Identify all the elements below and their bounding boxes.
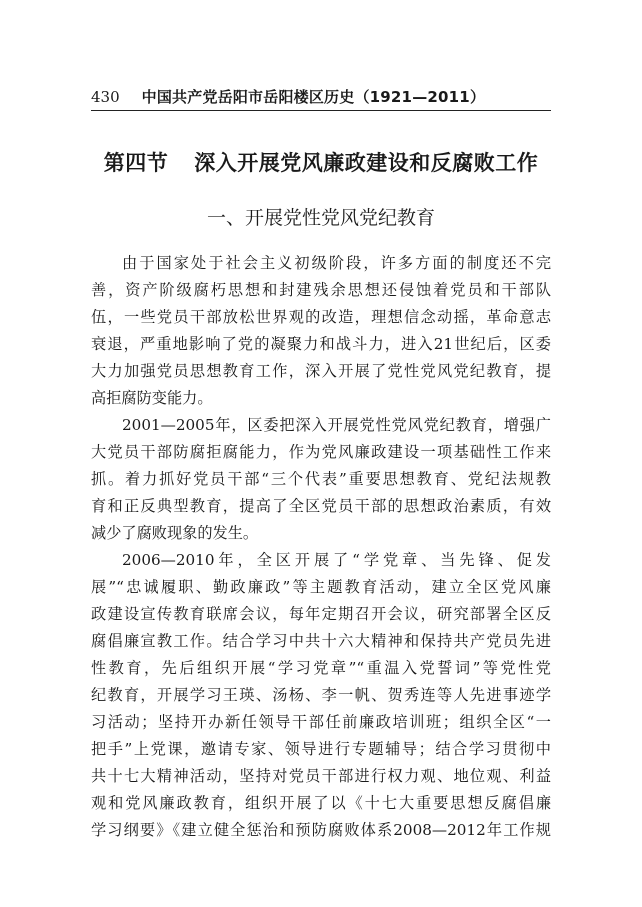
text-line: 腐倡廉宣教工作。结合学习中共十六大精神和保持共产党员先进 — [91, 632, 551, 650]
text-line: 育和正反典型教育，提高了全区党员干部的思想政治素质，有效 — [91, 497, 551, 515]
text-line: 伍，一些党员干部放松世界观的改造，理想信念动摇，革命意志 — [91, 308, 551, 326]
text-line: 共十七大精神活动，坚持对党员干部进行权力观、地位观、利益 — [91, 767, 551, 785]
text-line: 展”“忠诚履职、勤政廉政”等主题教育活动，建立全区党风廉 — [91, 578, 551, 596]
text-line: 性教育，先后组织开展“学习党章”“重温入党誓词”等党性党 — [91, 659, 551, 677]
running-header — [91, 86, 551, 108]
text-line: 习活动；坚持开办新任领导干部任前廉政培训班；组织全区“一 — [91, 713, 551, 731]
text-line: 抓。着力抓好党员干部“三个代表”重要思想教育、党纪法规教 — [91, 470, 551, 488]
text-line: 政建设宣传教育联席会议，每年定期召开会议，研究部署全区反 — [91, 605, 551, 623]
paragraph — [91, 250, 551, 412]
paragraph — [91, 547, 551, 844]
text-line: 由于国家处于社会主义初级阶段，许多方面的制度还不完 — [122, 254, 551, 272]
body-text — [91, 250, 551, 844]
book-title: 中国共产党岳阳市岳阳楼区历史（1921—2011） — [141, 88, 486, 106]
section-heading — [91, 147, 551, 177]
text-line: 衰退，严重地影响了党的凝聚力和战斗力，进入21世纪后，区委 — [91, 335, 551, 353]
text-line: 把手”上党课，邀请专家、领导进行专题辅导；结合学习贯彻中 — [91, 740, 551, 758]
subsection-heading: 一、开展党性党风党纪教育 — [206, 207, 435, 229]
section-title: 深入开展党风廉政建设和反腐败工作 — [194, 151, 539, 175]
paragraph — [91, 412, 551, 547]
text-line: 善，资产阶级腐朽思想和封建残余思想还侵蚀着党员和干部队 — [91, 281, 551, 299]
text-line: 2006—2010年，全区开展了“学党章、当先锋、促发 — [122, 551, 551, 569]
text-line: 学习纲要》《建立健全惩治和预防腐败体系2008—2012年工作规 — [91, 821, 551, 839]
page-number: 430 — [91, 88, 120, 106]
text-line: 减少了腐败现象的发生。 — [91, 524, 259, 542]
text-line: 大力加强党员思想教育工作，深入开展了党性党风党纪教育，提 — [91, 362, 551, 380]
text-line: 观和党风廉政教育，组织开展了以《十七大重要思想反腐倡廉 — [91, 794, 551, 812]
text-line: 高拒腐防变能力。 — [91, 389, 213, 407]
text-line: 纪教育，开展学习王瑛、汤杨、李一帆、贺秀连等人先进事迹学 — [91, 686, 551, 704]
header-rule — [91, 110, 551, 111]
text-line: 2001—2005年，区委把深入开展党性党风党纪教育，增强广 — [122, 416, 551, 434]
section-number: 第四节 — [103, 151, 169, 175]
text-line: 大党员干部防腐拒腐能力，作为党风廉政建设一项基础性工作来 — [91, 443, 551, 461]
